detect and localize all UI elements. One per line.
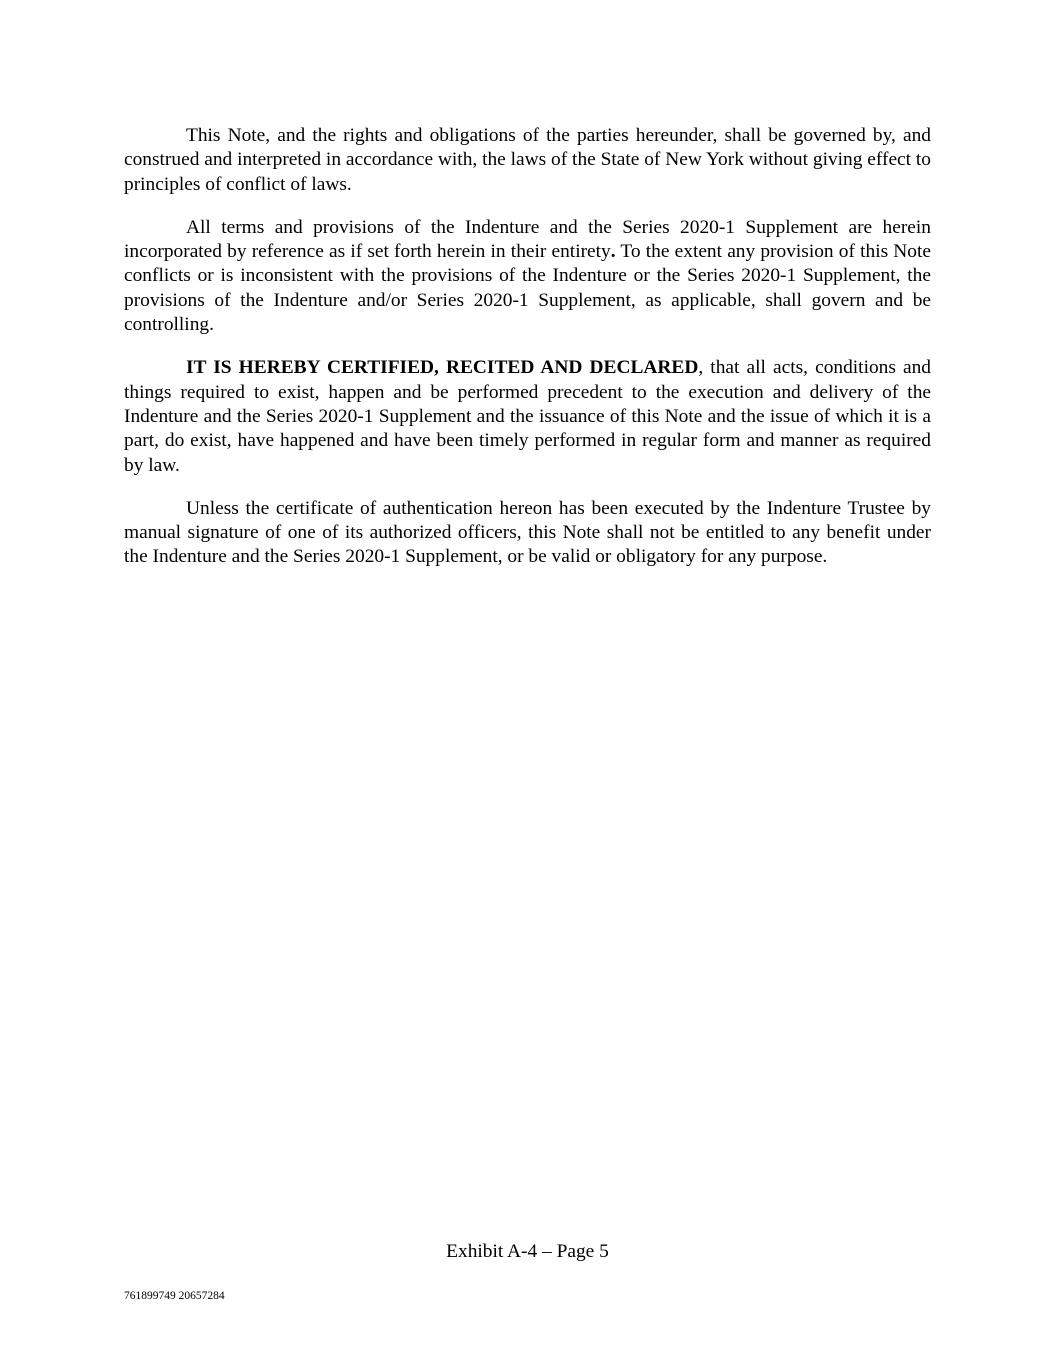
certification-heading: IT IS HEREBY CERTIFIED, RECITED AND DECLARED: [186, 357, 699, 379]
paragraph-governing-law: [124, 124, 931, 197]
paragraph-certification: [124, 356, 931, 477]
paragraph-text: Unless the certificate of authentication hereon has been executed by the Indenture Trustee by manual signature of one of its authorized officers, this Note shall not be entitled to any benefit under the Indenture and the Series 2020-1 Supplement, or be valid or obligatory for any purpose.: [124, 497, 931, 568]
bold-period: .: [610, 241, 616, 263]
paragraph-text: , that all acts, conditions and things required to exist, happen and be performed precedent to the execution and delivery of the Indenture and the Series 2020-1 Supplement and the issuance of this Note and the issue of which it is a part, do exist, have happened and have been timely performed in regular form and manner as required by law.: [124, 357, 931, 476]
document-id: 761899749 20657284: [124, 1290, 225, 1302]
document-body: [124, 124, 931, 589]
paragraph-text: This Note, and the rights and obligations of the parties hereunder, shall be governed by, and construed and interpreted in accordance with, the laws of the State of New York without giving effect to principles of conflict of laws.: [124, 125, 931, 195]
page-number-footer: Exhibit A-4 – Page 5: [446, 1241, 609, 1262]
paragraph-incorporation: [124, 216, 931, 337]
paragraph-authentication: [124, 497, 931, 570]
paragraph-text: All terms and provisions of the Indenture and the Series 2020-1 Supplement are herein incorporated by reference as if set forth herein in their entirety: [124, 216, 931, 263]
paragraph-text-continued: To the extent any provision of this Note conflicts or is inconsistent with the provisions of the Indenture or the Series 2020-1 Supplement, the provisions of the Indenture and/or Series 2020-1 Supplement, as applicable, shall govern and be controlling.: [124, 241, 932, 336]
